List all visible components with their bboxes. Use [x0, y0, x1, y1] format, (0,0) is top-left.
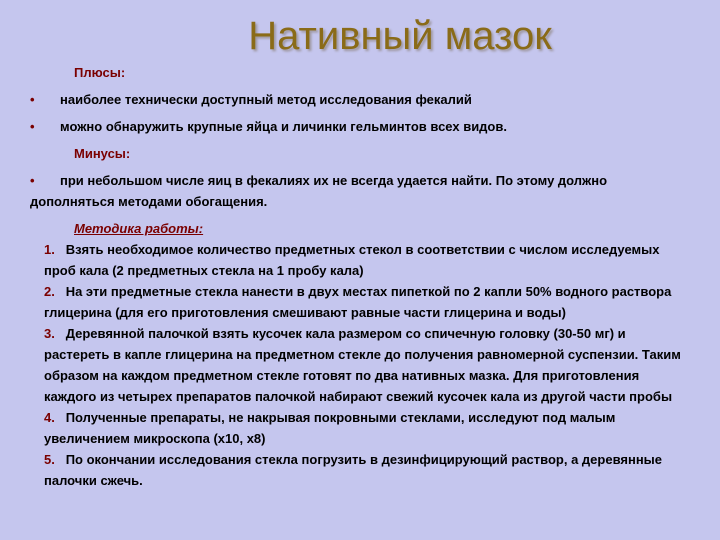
- bullet-icon: •: [30, 92, 35, 107]
- pros-item-text: можно обнаружить крупные яйца и личинки гельминтов всех видов.: [60, 119, 507, 134]
- bullet-icon: •: [30, 119, 35, 134]
- cons-item: [30, 170, 684, 212]
- list-item: [44, 449, 684, 491]
- cons-heading: Минусы:: [74, 146, 131, 161]
- list-item: [44, 323, 684, 407]
- pros-item-text: наиболее технически доступный метод исследования фекалий: [60, 92, 472, 107]
- step-text: По окончании исследования стекла погрузить в дезинфицирующий раствор, а деревянные палочки сжечь.: [44, 452, 663, 488]
- list-item: [44, 239, 684, 281]
- bullet-icon: •: [30, 173, 35, 188]
- list-item: [44, 281, 684, 323]
- pros-heading: Плюсы:: [74, 65, 126, 80]
- pros-item: [30, 116, 684, 137]
- slide-title: Нативный мазок: [248, 14, 552, 58]
- method-heading: Методика работы:: [74, 221, 204, 236]
- step-number: 4.: [44, 410, 55, 425]
- step-number: 5.: [44, 452, 55, 467]
- cons-item-text: при небольшом числе яиц в фекалиях их не всегда удается найти. По этому должно дополняться методами обогащения.: [30, 173, 608, 209]
- list-item: [44, 407, 684, 449]
- step-text: Деревянной палочкой взять кусочек кала размером со спичечную головку (30-50 мг) и растереть в капле глицерина на предметном стекле до получения равномерной суспензии. Таким образом на каждом предметном стекле готовят по два нативных мазка. Для приготовления каждого из четырех препаратов палочкой набирают свежий кусочек кала из другой части пробы: [44, 326, 681, 404]
- slide-body: [30, 62, 684, 491]
- pros-item: [30, 89, 684, 110]
- step-text: На эти предметные стекла нанести в двух местах пипеткой по 2 капли 50% водного раствора глицерина (для его приготовления смешивают равные части глицерина и воды): [44, 284, 672, 320]
- step-text: Взять необходимое количество предметных стекол в соответствии с числом исследуемых проб кала (2 предметных стекла на 1 пробу кала): [44, 242, 660, 278]
- step-number: 2.: [44, 284, 55, 299]
- step-number: 1.: [44, 242, 55, 257]
- step-number: 3.: [44, 326, 55, 341]
- steps-list: [44, 239, 684, 491]
- step-text: Полученные препараты, не накрывая покровными стеклами, исследуют под малым увеличением микроскопа (х10, х8): [44, 410, 616, 446]
